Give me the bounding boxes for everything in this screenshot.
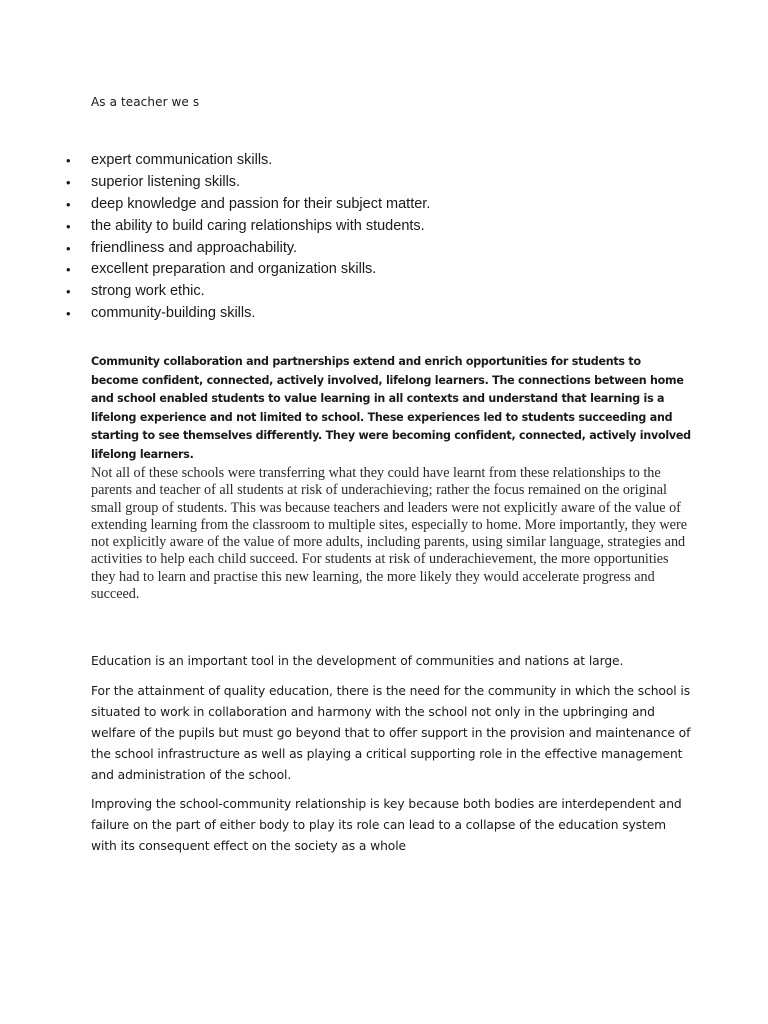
school-community-paragraph: Improving the school-community relationship is key because both bodies are interdependent and failure on the part of either body to play its role can lead to a collapse of the education system with its consequent effect on the society as a whole <box>91 797 682 853</box>
skills-list <box>64 150 430 325</box>
list-item <box>64 238 430 260</box>
quality-education-paragraph: For the attainment of quality education, there is the need for the community in which the school is situated to work in collaboration and harmony with the school not only in the upbringing and welfare of the pupils but must go beyond that to offer support in the provision and maintenance of the school infrastructure as well as playing a critical supporting role in the effective management and administration of the school. <box>91 684 691 782</box>
bullet-icon: • <box>66 196 71 212</box>
list-item-text: superior listening skills. <box>91 173 241 190</box>
bullet-icon: • <box>66 240 71 256</box>
section-heading: As a teacher we s <box>91 95 200 109</box>
community-collaboration-paragraph: Community collaboration and partnerships extend and enrich opportunities for students to become confident, connected, actively involved, lifelong learners. The connections between home and school enabled students to value learning in all contexts and understand that learning is a lifelong experience and not limited to school. These experiences led to students succeeding and starting to see themselves differently. They were becoming confident, connected, actively involved lifelong learners. <box>91 355 691 461</box>
list-item-text: strong work ethic. <box>91 283 205 300</box>
list-item-text: the ability to build caring relationships with students. <box>91 217 425 234</box>
bullet-icon: • <box>66 153 71 168</box>
bullet-icon: • <box>66 306 71 322</box>
list-item <box>64 194 430 216</box>
list-item <box>64 281 430 303</box>
list-item-text: community-building skills. <box>91 305 256 322</box>
list-item-text: friendliness and approachability. <box>91 239 298 256</box>
list-item <box>64 259 430 281</box>
list-item-text: excellent preparation and organization skills. <box>91 261 377 278</box>
list-item <box>64 216 430 238</box>
education-tool-paragraph: Education is an important tool in the development of communities and nations at large. <box>91 654 624 668</box>
list-item <box>64 172 430 194</box>
list-item-text: deep knowledge and passion for their subject matter. <box>91 195 431 212</box>
bullet-icon: • <box>66 262 71 278</box>
bullet-icon: • <box>66 174 71 190</box>
list-item <box>64 150 430 172</box>
bullet-icon: • <box>66 218 71 234</box>
list-item <box>64 303 430 325</box>
bullet-icon: • <box>66 284 71 300</box>
schools-transfer-paragraph: Not all of these schools were transferring what they could have learnt from these relationships to the parents and teacher of all students at risk of underachieving; rather the focus remained on the original small group of students. This was because teachers and leaders were not explicitly aware of the value of extending learning from the classroom to multiple sites, especially to home. More importantly, they were not explicitly aware of the value of more adults, including parents, using similar language, strategies and activities to help each child succeed. For students at risk of underachievement, the more opportunities they had to learn and practise this new learning, the more likely they would accelerate progress and succeed. <box>91 465 687 603</box>
list-item-text: expert communication skills. <box>91 152 273 168</box>
